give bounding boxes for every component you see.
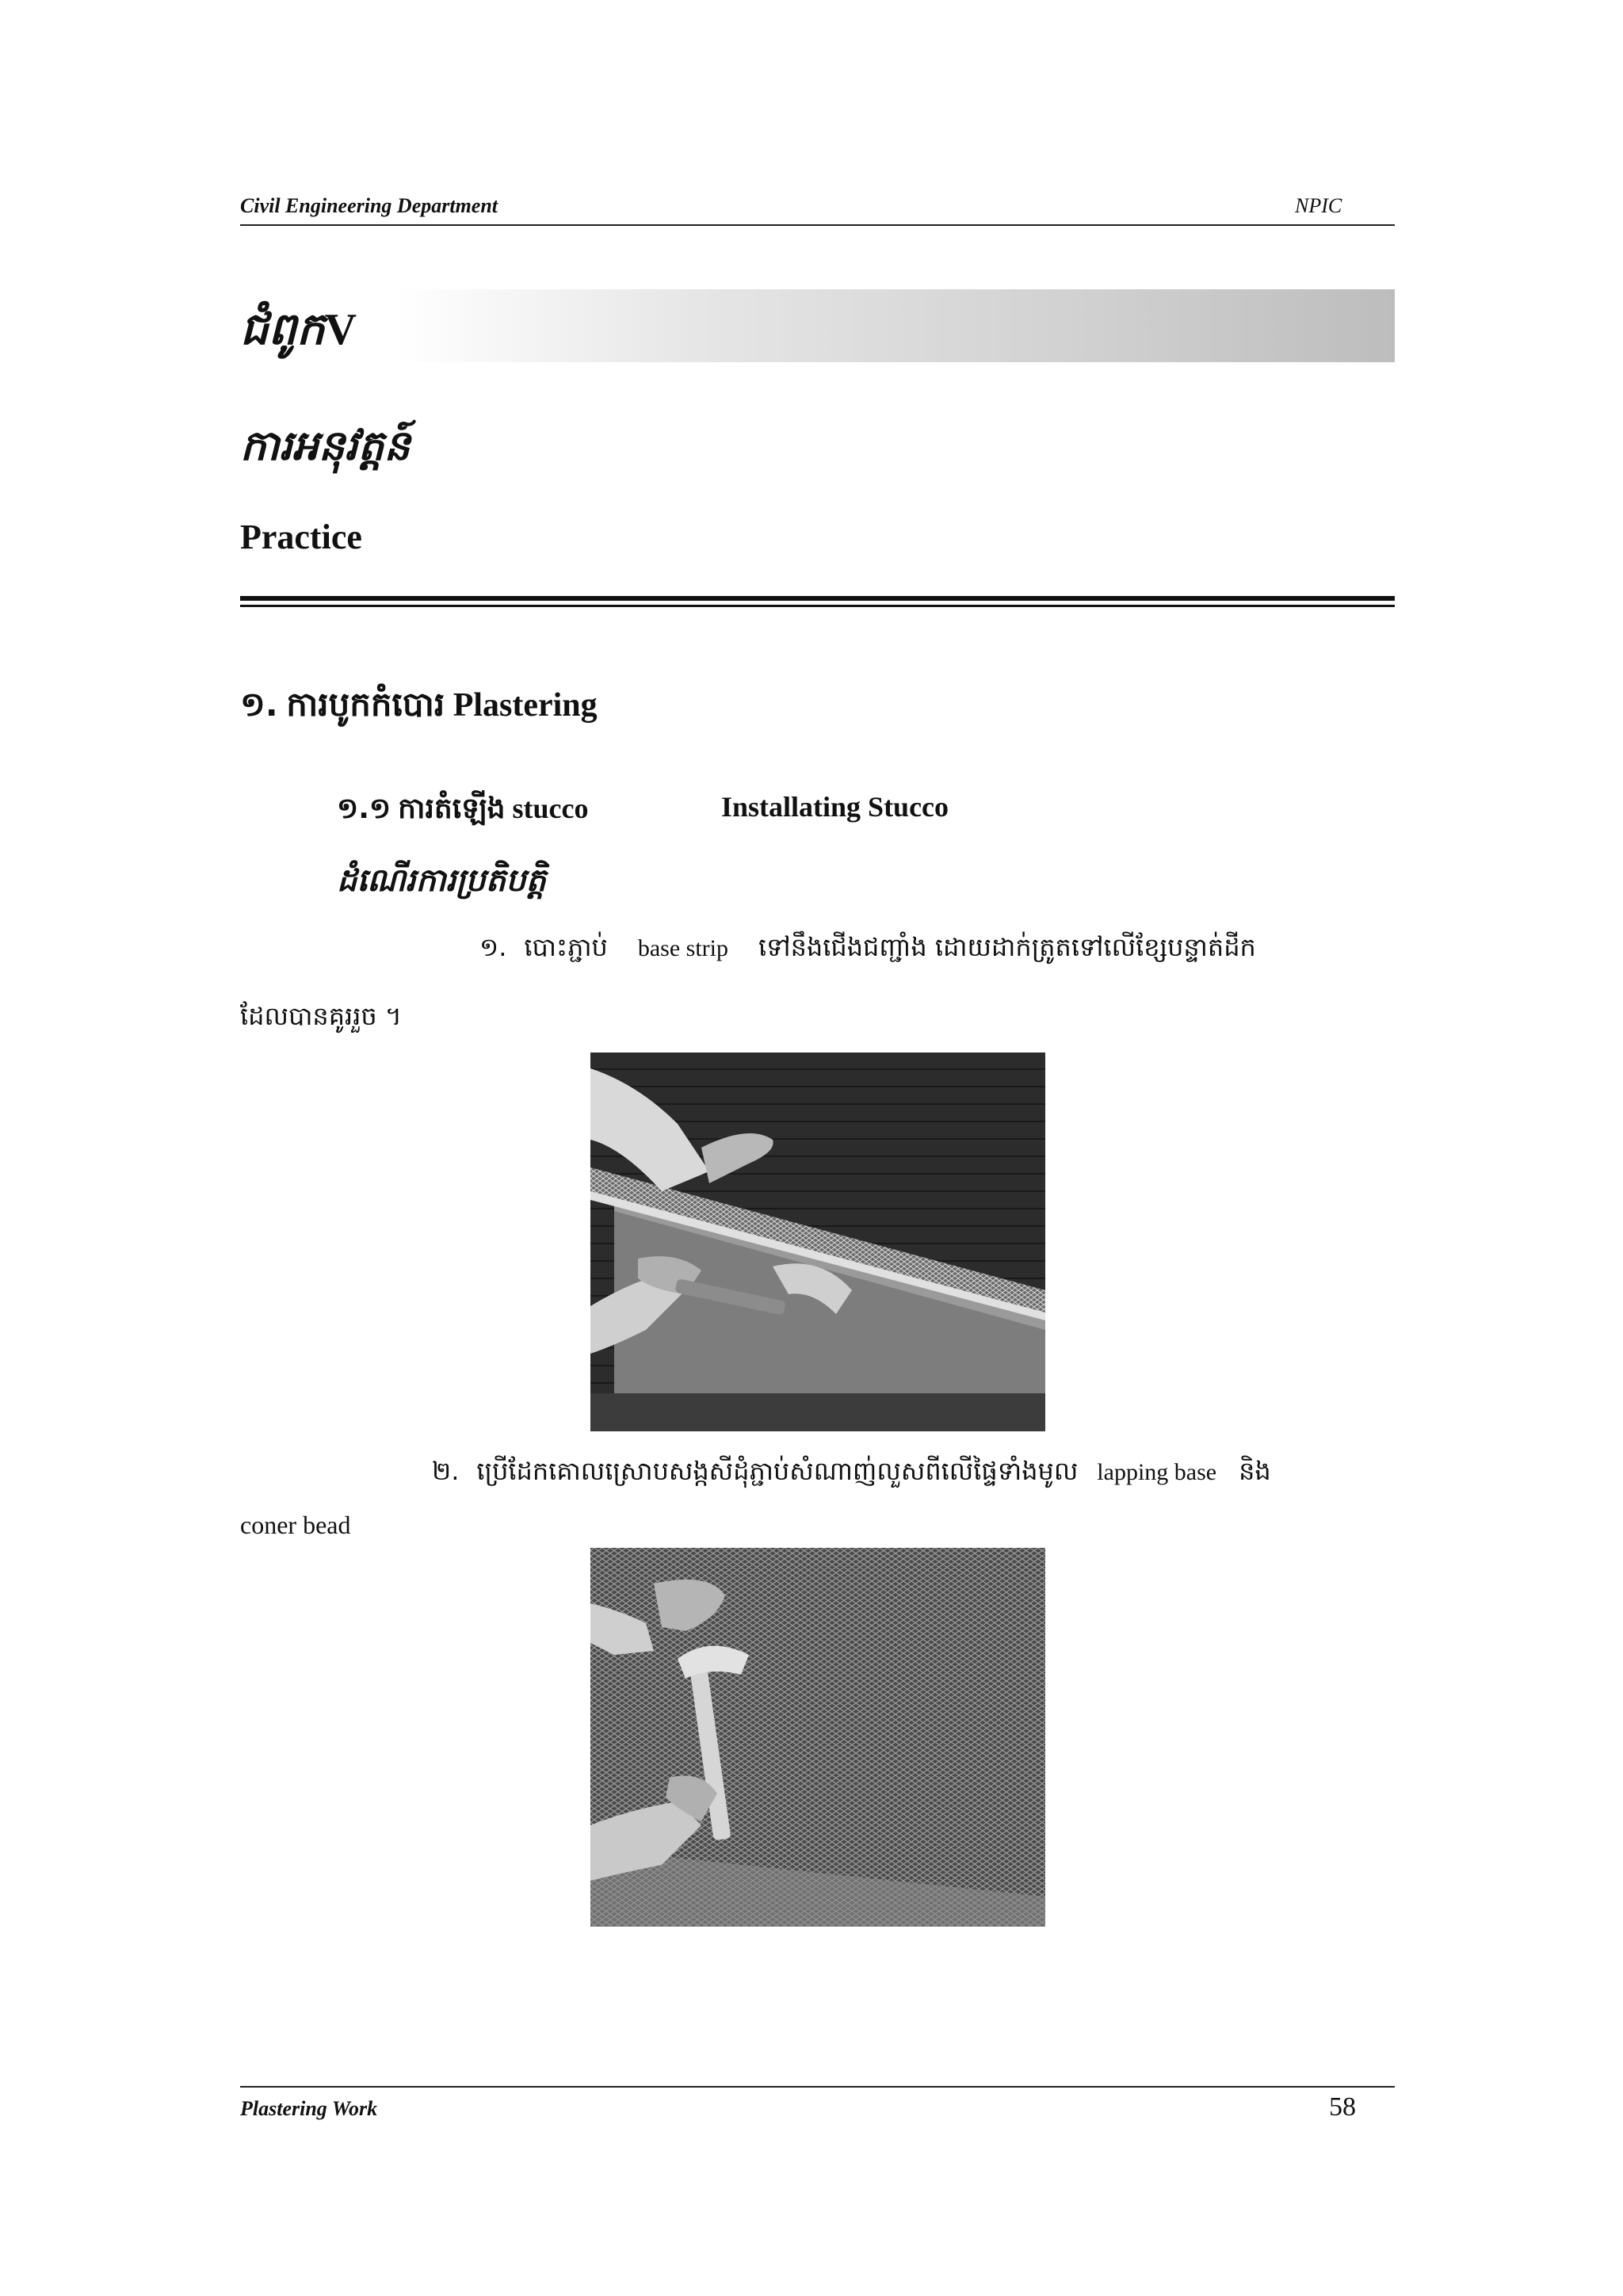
header-institution: NPIC [1295,194,1342,217]
subsection-stucco: stucco [512,793,589,824]
step2-text-a: ប្រើដែកគោលស្រោបសង្កសីដុំភ្ជាប់សំណាញ់លួសពីលើផ្ទៃទាំងមូល [476,1456,1079,1486]
step2-text-b: និង [1239,1456,1271,1486]
subsection-title-en: Installating Stucco [721,791,949,823]
subsection-number: ១.១ [337,793,391,825]
step1-line2: ដែលបានគូររួច ។ [240,1001,402,1031]
step1-base-strip: base strip [637,935,728,961]
step1-number: ១. [479,932,507,962]
section-title-en: Plastering [453,687,598,724]
footer-section-title: Plastering Work [240,2097,378,2120]
subsection-title-kh: ការតំឡើង [398,793,506,825]
procedure-heading: ដំណើរការប្រតិបត្តិ [337,861,546,899]
header-department: Civil Engineering Department [240,194,498,217]
chapter-number: V [324,305,357,354]
footer-page-number: 58 [1329,2092,1356,2122]
step1-text-a: បោះភ្ជាប់ [524,932,608,962]
section-heading [240,683,598,732]
step2-lapping-base: lapping base [1097,1459,1217,1485]
photo-base-strip-installation [590,1052,1045,1431]
subsection-heading [337,790,589,832]
step2-line2: coner bead [240,1511,351,1539]
chapter-title [240,301,357,366]
page-title-en: Practice [240,518,362,556]
photo-mesh-lath-nailing [590,1548,1045,1927]
title-double-rule [240,596,1395,607]
step1-line1 [479,931,1256,968]
header-rule [240,224,1395,226]
step2-number: ២. [432,1456,460,1486]
section-number: ១. [240,685,278,724]
section-title-kh: ការបូកកំបោរ [286,685,445,724]
footer-rule [240,2086,1395,2088]
chapter-band [396,289,1395,362]
chapter-label: ជំពូក [240,303,325,355]
page-title-kh: ការអនុវត្តន៍ [240,422,411,470]
step2-line1 [432,1455,1271,1492]
step1-text-b: ទៅនឹងជើងជញ្ជាំង ដោយដាក់ត្រូតទៅលើខ្សែបន្ទាត់ដីក [758,932,1256,962]
